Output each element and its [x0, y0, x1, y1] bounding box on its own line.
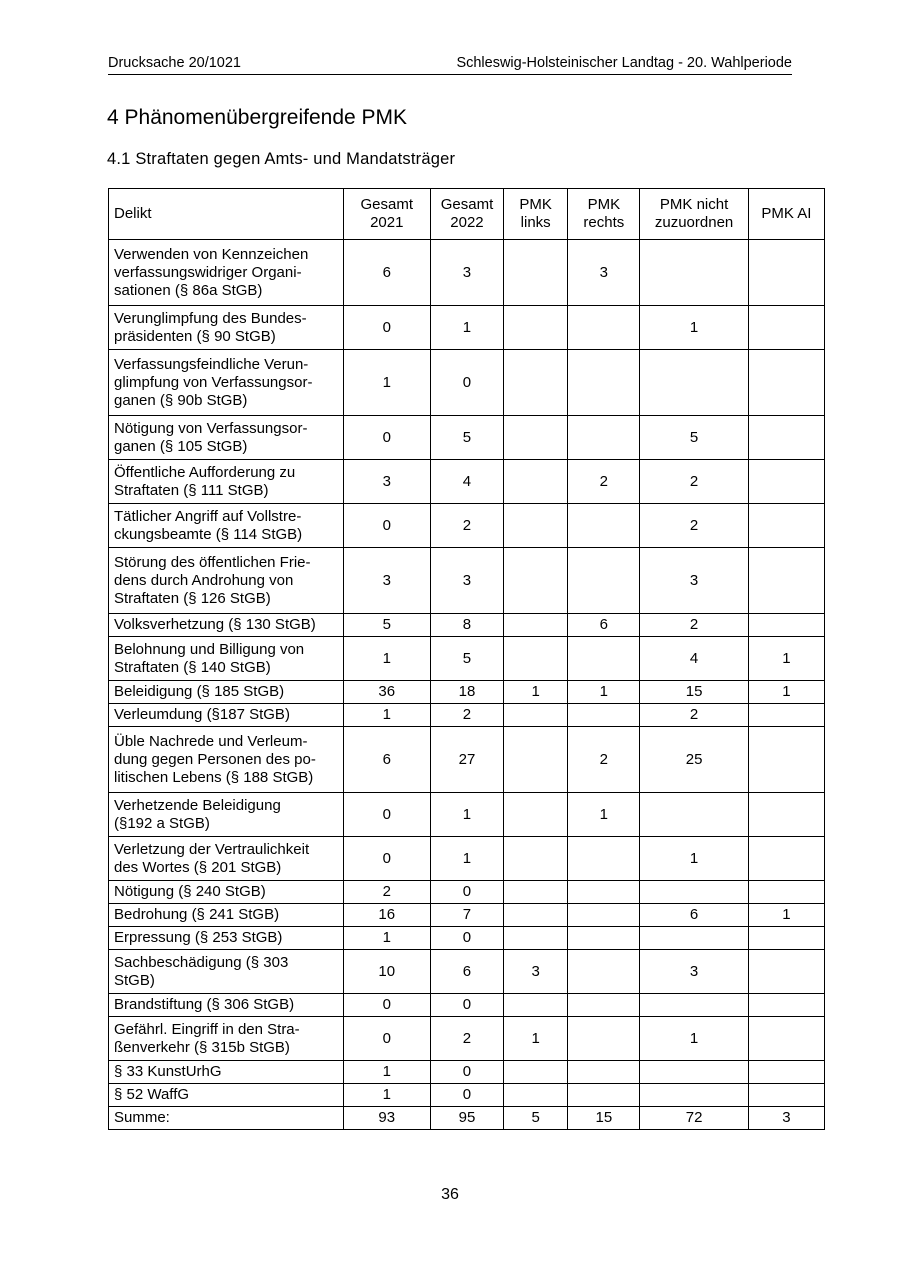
count-cell [568, 1061, 640, 1084]
offense-cell: Brandstiftung (§ 306 StGB) [109, 994, 344, 1017]
table-row [109, 927, 825, 950]
count-cell: 1 [343, 704, 430, 727]
table-row [109, 727, 825, 793]
count-cell [504, 614, 568, 637]
page-header [108, 54, 792, 75]
offense-cell: Belohnung und Billigung von Straftaten (§ 140 StGB) [109, 637, 344, 681]
offense-cell: Verleumdung (§187 StGB) [109, 704, 344, 727]
count-cell [568, 904, 640, 927]
count-cell: 0 [430, 881, 503, 904]
table-row [109, 1084, 825, 1107]
count-cell [568, 306, 640, 350]
table-row [109, 1061, 825, 1084]
count-cell [504, 994, 568, 1017]
table-header-row [109, 189, 825, 240]
count-cell [568, 881, 640, 904]
count-cell: 36 [343, 681, 430, 704]
table-row [109, 994, 825, 1017]
count-cell [748, 1084, 824, 1107]
count-cell: 0 [343, 306, 430, 350]
section-heading: 4 Phänomenübergreifende PMK [107, 106, 408, 129]
count-cell [504, 416, 568, 460]
count-cell: 1 [504, 1017, 568, 1061]
table-row [109, 904, 825, 927]
count-cell: 1 [430, 793, 503, 837]
count-cell [748, 614, 824, 637]
count-cell [504, 837, 568, 881]
offense-cell: Erpressung (§ 253 StGB) [109, 927, 344, 950]
count-cell: 5 [504, 1107, 568, 1130]
offense-cell: § 52 WaffG [109, 1084, 344, 1107]
count-cell [640, 350, 748, 416]
column-header: PMK AI [748, 189, 824, 240]
page-number: 36 [441, 1186, 459, 1203]
column-header: PMK nicht zuzuordnen [640, 189, 748, 240]
count-cell: 7 [430, 904, 503, 927]
count-cell: 4 [640, 637, 748, 681]
count-cell: 3 [504, 950, 568, 994]
count-cell: 16 [343, 904, 430, 927]
count-cell [568, 927, 640, 950]
count-cell: 6 [343, 240, 430, 306]
count-cell [748, 727, 824, 793]
count-cell: 0 [343, 793, 430, 837]
count-cell [748, 994, 824, 1017]
offense-cell: Nötigung von Verfassungsor- ganen (§ 105 StGB) [109, 416, 344, 460]
count-cell: 0 [430, 927, 503, 950]
count-cell: 1 [748, 681, 824, 704]
count-cell [568, 1084, 640, 1107]
count-cell: 1 [748, 637, 824, 681]
count-cell [568, 1017, 640, 1061]
count-cell: 5 [640, 416, 748, 460]
count-cell: 1 [568, 793, 640, 837]
count-cell: 3 [640, 950, 748, 994]
count-cell [748, 950, 824, 994]
count-cell [748, 1061, 824, 1084]
count-cell [504, 727, 568, 793]
offense-cell: Summe: [109, 1107, 344, 1130]
count-cell: 1 [430, 306, 503, 350]
count-cell [748, 881, 824, 904]
count-cell [640, 994, 748, 1017]
count-cell [748, 504, 824, 548]
offense-cell: Bedrohung (§ 241 StGB) [109, 904, 344, 927]
count-cell: 1 [568, 681, 640, 704]
count-cell [640, 240, 748, 306]
document-number: Drucksache 20/1021 [108, 55, 241, 71]
count-cell [504, 240, 568, 306]
count-cell [748, 927, 824, 950]
count-cell: 5 [343, 614, 430, 637]
count-cell [640, 881, 748, 904]
count-cell: 6 [640, 904, 748, 927]
count-cell [504, 1084, 568, 1107]
count-cell [504, 460, 568, 504]
offense-cell: Öffentliche Aufforderung zu Straftaten (§ 111 StGB) [109, 460, 344, 504]
offense-cell: Verhetzende Beleidigung (§192 a StGB) [109, 793, 344, 837]
count-cell: 2 [430, 504, 503, 548]
table-row [109, 950, 825, 994]
table-row [109, 306, 825, 350]
table-row [109, 881, 825, 904]
table-row [109, 1017, 825, 1061]
count-cell: 3 [430, 548, 503, 614]
count-cell: 0 [343, 837, 430, 881]
offense-cell: Verletzung der Vertraulichkeit des Wortes (§ 201 StGB) [109, 837, 344, 881]
count-cell: 6 [430, 950, 503, 994]
count-cell: 2 [640, 460, 748, 504]
count-cell: 5 [430, 637, 503, 681]
count-cell: 2 [640, 704, 748, 727]
count-cell: 3 [748, 1107, 824, 1130]
table-total-row [109, 1107, 825, 1130]
count-cell: 10 [343, 950, 430, 994]
count-cell: 0 [430, 350, 503, 416]
count-cell: 1 [640, 837, 748, 881]
column-header: PMK links [504, 189, 568, 240]
count-cell: 2 [568, 460, 640, 504]
count-cell [568, 837, 640, 881]
count-cell: 8 [430, 614, 503, 637]
count-cell: 93 [343, 1107, 430, 1130]
count-cell [568, 350, 640, 416]
count-cell: 6 [343, 727, 430, 793]
count-cell: 1 [343, 927, 430, 950]
table-row [109, 240, 825, 306]
count-cell: 0 [343, 1017, 430, 1061]
column-header: PMK rechts [568, 189, 640, 240]
count-cell [748, 704, 824, 727]
count-cell: 2 [568, 727, 640, 793]
count-cell: 72 [640, 1107, 748, 1130]
count-cell: 6 [568, 614, 640, 637]
column-header: Gesamt 2021 [343, 189, 430, 240]
table-row [109, 614, 825, 637]
count-cell [748, 350, 824, 416]
table-row [109, 504, 825, 548]
count-cell [504, 637, 568, 681]
count-cell [568, 637, 640, 681]
count-cell [504, 306, 568, 350]
offense-cell: Sachbeschädigung (§ 303 StGB) [109, 950, 344, 994]
count-cell: 1 [343, 637, 430, 681]
count-cell [504, 504, 568, 548]
table-row [109, 548, 825, 614]
offense-cell: Tätlicher Angriff auf Vollstre- ckungsbeamte (§ 114 StGB) [109, 504, 344, 548]
count-cell [748, 460, 824, 504]
count-cell: 0 [343, 504, 430, 548]
count-cell [504, 1061, 568, 1084]
offense-cell: Verfassungsfeindliche Verun- glimpfung von Verfassungsor- ganen (§ 90b StGB) [109, 350, 344, 416]
parliament-period: Schleswig-Holsteinischer Landtag - 20. Wahlperiode [456, 55, 792, 71]
count-cell: 1 [430, 837, 503, 881]
count-cell: 3 [640, 548, 748, 614]
count-cell: 1 [504, 681, 568, 704]
count-cell [504, 927, 568, 950]
count-cell [748, 240, 824, 306]
count-cell [504, 704, 568, 727]
count-cell [640, 1084, 748, 1107]
offense-cell: Üble Nachrede und Verleum- dung gegen Personen des po- litischen Lebens (§ 188 StGB) [109, 727, 344, 793]
offense-cell: Gefährl. Eingriff in den Stra- ßenverkehr (§ 315b StGB) [109, 1017, 344, 1061]
count-cell [504, 881, 568, 904]
count-cell: 95 [430, 1107, 503, 1130]
count-cell: 4 [430, 460, 503, 504]
offense-cell: Verunglimpfung des Bundes- präsidenten (§ 90 StGB) [109, 306, 344, 350]
table-row [109, 637, 825, 681]
count-cell [748, 306, 824, 350]
offense-cell: Beleidigung (§ 185 StGB) [109, 681, 344, 704]
count-cell: 3 [568, 240, 640, 306]
count-cell: 2 [640, 504, 748, 548]
count-cell: 1 [640, 306, 748, 350]
count-cell [748, 793, 824, 837]
count-cell: 0 [430, 994, 503, 1017]
offense-statistics-table [108, 188, 825, 1130]
count-cell: 0 [430, 1084, 503, 1107]
count-cell: 27 [430, 727, 503, 793]
count-cell [568, 704, 640, 727]
table-row [109, 704, 825, 727]
count-cell [504, 904, 568, 927]
count-cell: 15 [568, 1107, 640, 1130]
count-cell [568, 504, 640, 548]
count-cell [504, 548, 568, 614]
offense-cell: Verwenden von Kennzeichen verfassungswidriger Organi- sationen (§ 86a StGB) [109, 240, 344, 306]
count-cell [504, 350, 568, 416]
count-cell: 0 [343, 994, 430, 1017]
table-row [109, 837, 825, 881]
count-cell: 2 [430, 704, 503, 727]
table-row [109, 460, 825, 504]
count-cell [504, 793, 568, 837]
offense-cell: Nötigung (§ 240 StGB) [109, 881, 344, 904]
column-header: Delikt [109, 189, 344, 240]
count-cell: 0 [343, 416, 430, 460]
count-cell: 3 [343, 460, 430, 504]
count-cell: 1 [748, 904, 824, 927]
table-row [109, 793, 825, 837]
count-cell: 1 [640, 1017, 748, 1061]
count-cell [748, 416, 824, 460]
subsection-heading: 4.1 Straftaten gegen Amts- und Mandatsträger [107, 150, 456, 168]
count-cell: 2 [343, 881, 430, 904]
count-cell: 5 [430, 416, 503, 460]
count-cell [640, 927, 748, 950]
count-cell [568, 416, 640, 460]
count-cell [640, 793, 748, 837]
count-cell: 3 [343, 548, 430, 614]
count-cell [640, 1061, 748, 1084]
count-cell: 3 [430, 240, 503, 306]
table-row [109, 681, 825, 704]
count-cell: 18 [430, 681, 503, 704]
column-header: Gesamt 2022 [430, 189, 503, 240]
count-cell [748, 837, 824, 881]
count-cell [568, 548, 640, 614]
count-cell: 1 [343, 350, 430, 416]
count-cell: 2 [430, 1017, 503, 1061]
count-cell [748, 548, 824, 614]
table-row [109, 416, 825, 460]
count-cell [748, 1017, 824, 1061]
count-cell: 15 [640, 681, 748, 704]
count-cell [568, 950, 640, 994]
table-row [109, 350, 825, 416]
count-cell: 25 [640, 727, 748, 793]
count-cell: 1 [343, 1061, 430, 1084]
offense-cell: Volksverhetzung (§ 130 StGB) [109, 614, 344, 637]
count-cell [568, 994, 640, 1017]
count-cell: 0 [430, 1061, 503, 1084]
offense-cell: § 33 KunstUrhG [109, 1061, 344, 1084]
offense-cell: Störung des öffentlichen Frie- dens durch Androhung von Straftaten (§ 126 StGB) [109, 548, 344, 614]
count-cell: 2 [640, 614, 748, 637]
count-cell: 1 [343, 1084, 430, 1107]
